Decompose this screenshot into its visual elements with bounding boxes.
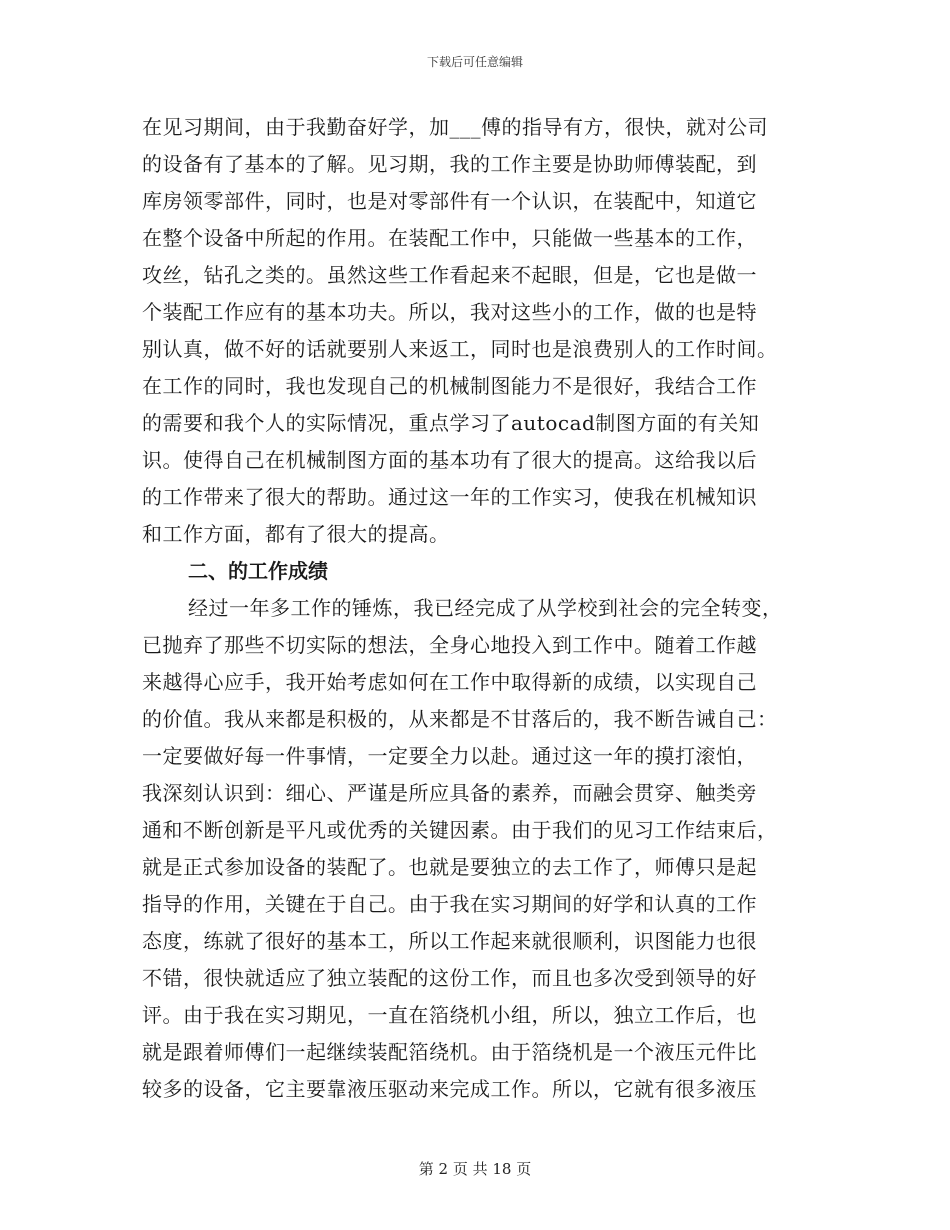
text-line: 的需要和我个人的实际情况，重点学习了autocad制图方面的有关知 bbox=[142, 411, 760, 435]
text-line: 态度，练就了很好的基本工，所以工作起来就很顺利，识图能力也很 bbox=[142, 929, 757, 953]
document-body bbox=[142, 109, 812, 1108]
text-line: 就是跟着师傅们一起继续装配箔绕机。由于箔绕机是一个液压元件比 bbox=[142, 1040, 757, 1064]
paragraph-internship bbox=[142, 109, 812, 553]
text-line: 和工作方面，都有了很大的提高。 bbox=[142, 522, 450, 546]
text-line: 在工作的同时，我也发现自己的机械制图能力不是很好，我结合工作 bbox=[142, 374, 757, 398]
text-line: 攻丝，钻孔之类的。虽然这些工作看起来不起眼，但是，它也是做一 bbox=[142, 263, 757, 287]
text-line: 在整个设备中所起的作用。在装配工作中，只能做一些基本的工作， bbox=[142, 226, 757, 250]
section-heading: 二、的工作成绩 bbox=[188, 559, 328, 583]
text-line: 我深刻认识到：细心、严谨是所应具备的素养，而融会贯穿、触类旁 bbox=[142, 781, 757, 805]
page-footer: 第 2 页 共 18 页 bbox=[418, 1160, 532, 1178]
text-line: 个装配工作应有的基本功夫。所以，我对这些小的工作，做的也是特 bbox=[142, 300, 757, 324]
text-line: 识。使得自己在机械制图方面的基本功有了很大的提高。这给我以后 bbox=[142, 448, 757, 472]
text-line: 通和不断创新是平凡或优秀的关键因素。由于我们的见习工作结束后， bbox=[142, 818, 778, 842]
text-line: 来越得心应手，我开始考虑如何在工作中取得新的成绩，以实现自己 bbox=[142, 670, 757, 694]
text-line: 指导的作用，关键在于自己。由于我在实习期间的好学和认真的工作 bbox=[142, 892, 757, 916]
text-line: 就是正式参加设备的装配了。也就是要独立的去工作了，师傅只是起 bbox=[142, 855, 757, 879]
text-line: 别认真，做不好的话就要别人来返工，同时也是浪费别人的工作时间。 bbox=[142, 337, 778, 361]
text-line: 的设备有了基本的了解。见习期，我的工作主要是协助师傅装配，到 bbox=[142, 152, 757, 176]
text-line: 较多的设备，它主要靠液压驱动来完成工作。所以，它就有很多液压 bbox=[142, 1077, 757, 1101]
text-line: 不错，很快就适应了独立装配的这份工作，而且也多次受到领导的好 bbox=[142, 966, 757, 990]
text-line: 在见习期间，由于我勤奋好学，加___傅的指导有方，很快，就对公司 bbox=[142, 115, 768, 139]
text-line: 库房领零部件，同时，也是对零部件有一个认识，在装配中，知道它 bbox=[142, 189, 757, 213]
text-line: 的工作带来了很大的帮助。通过这一年的工作实习，使我在机械知识 bbox=[142, 485, 757, 509]
text-line: 经过一年多工作的锤炼，我已经完成了从学校到社会的完全转变， bbox=[188, 596, 783, 620]
text-line: 一定要做好每一件事情，一定要全力以赴。通过这一年的摸打滚怕， bbox=[142, 744, 757, 768]
text-line: 已抛弃了那些不切实际的想法，全身心地投入到工作中。随着工作越 bbox=[142, 633, 757, 657]
page-header: 下载后可任意编辑 bbox=[426, 55, 523, 69]
paragraph-achievements bbox=[142, 590, 812, 1108]
text-line: 评。由于我在实习期见，一直在箔绕机小组，所以，独立工作后，也 bbox=[142, 1003, 757, 1027]
text-line: 的价值。我从来都是积极的，从来都是不甘落后的，我不断告诫自己： bbox=[142, 707, 778, 731]
